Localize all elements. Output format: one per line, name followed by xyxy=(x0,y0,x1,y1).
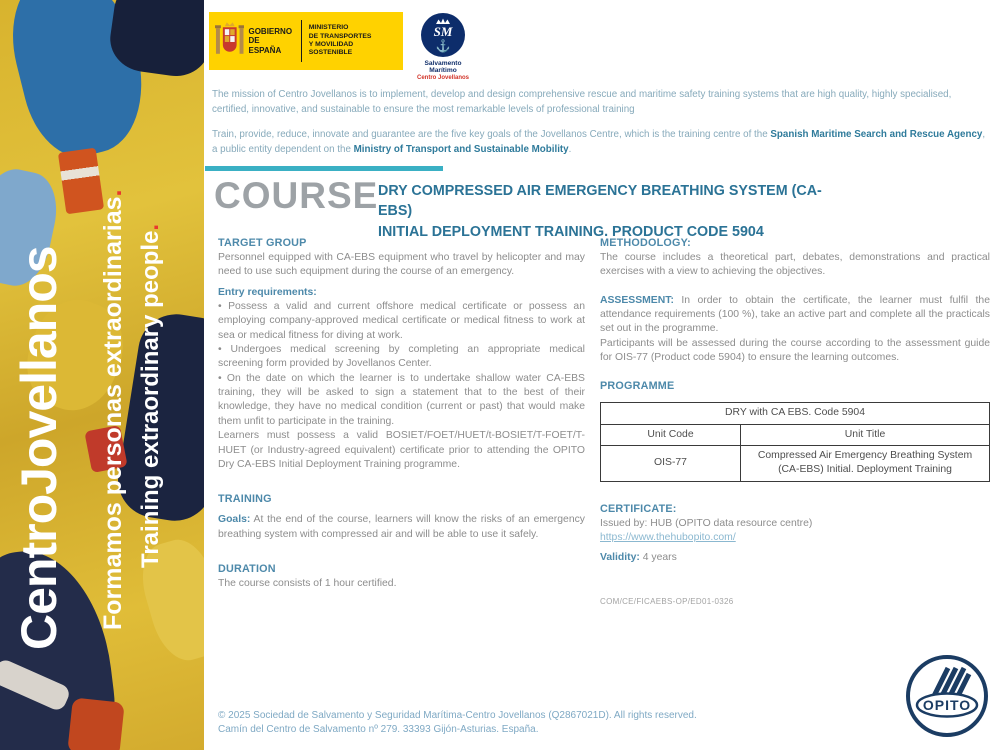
copyright-line1: © 2025 Sociedad de Salvamento y Seguridad Marítima-Centro Jovellanos (Q2867021D). All rights reserved. xyxy=(218,710,697,721)
table-header-row xyxy=(601,424,990,445)
spain-coat-of-arms-icon xyxy=(215,20,244,62)
tagline-en: Training extraordinary people xyxy=(137,230,164,568)
salvamento-sub: Centro Jovellanos xyxy=(416,75,469,81)
sidebar-photo xyxy=(0,0,204,750)
course-title-line2: INITIAL DEPLOYMENT TRAINING. PRODUCT CODE 5904 xyxy=(378,223,764,240)
document-code: COM/CE/FICAEBS-OP/ED01-0326 xyxy=(600,596,734,606)
svg-text:⚓: ⚓ xyxy=(435,39,451,53)
validity-line xyxy=(600,551,990,565)
divider xyxy=(301,20,302,62)
opito-text: OPITO xyxy=(922,697,972,713)
entry-bullet-3: • On the date on which the learner is to undertake shallow water CA-EBS training, they will be asked to sign a statement that to the best of their knowledge, they have no medical condition (current or past) that would make them unfit to participate in the training. xyxy=(218,372,585,427)
accent-rule xyxy=(205,166,443,171)
gov-line2: DE ESPAÑA xyxy=(248,36,282,55)
mission-para2 xyxy=(212,128,990,157)
course-label: COURSE xyxy=(214,175,379,216)
unit-title-cell: Compressed Air Emergency Breathing System (CA-EBS) Initial. Deployment Training xyxy=(741,446,990,482)
table-caption: DRY with CA EBS. Code 5904 xyxy=(601,403,990,424)
entry-requirements-heading: Entry requirements: xyxy=(218,286,317,298)
opito-emblem-icon xyxy=(903,652,991,740)
certificate-link[interactable]: https://www.thehubopito.com/ xyxy=(600,531,736,543)
table-row xyxy=(601,446,990,482)
mission-statement xyxy=(212,88,990,158)
ministry-line1: MINISTERIO xyxy=(308,24,349,32)
salvamento-name: Salvamento Marítimo xyxy=(424,60,462,74)
ministry-line3: Y MOVILIDAD SOSTENIBLE xyxy=(308,41,354,57)
table-caption-row xyxy=(601,403,990,424)
goals-paragraph xyxy=(218,513,585,542)
course-title xyxy=(378,181,848,242)
assessment-paragraph xyxy=(600,294,990,337)
red-dot: . xyxy=(99,189,127,197)
validity-label: Validity: xyxy=(600,552,640,564)
opito-logo xyxy=(903,652,991,745)
ministry-line2: DE TRANSPORTES xyxy=(308,32,372,40)
duration-body: The course consists of 1 hour certified. xyxy=(218,577,397,589)
brand-vertical-text xyxy=(11,246,67,650)
entry-bullet-2: • Undergoes medical screening by completing an appropriate medical screening form provided by Jovellanos Center. xyxy=(218,344,585,370)
gov-line1: GOBIERNO xyxy=(248,26,293,36)
right-column xyxy=(600,236,990,607)
mission-para1: The mission of Centro Jovellanos is to implement, develop and design comprehensive rescue and maritime safety training systems that are high quality, highly specialised, certified, innovative, and sustainable to ensure the most remarkable levels of professional training xyxy=(212,89,952,115)
programme-table xyxy=(600,402,990,481)
tagline-es: Formamos personas extraordinarias xyxy=(99,196,127,630)
methodology-body: The course includes a theoretical part, debates, demonstrations and practical exercises with a view to achieving the objectives. xyxy=(600,251,990,278)
government-logo xyxy=(209,12,403,70)
left-column xyxy=(218,236,585,591)
programme-heading: PROGRAMME xyxy=(600,380,675,393)
photo-shape xyxy=(58,148,104,215)
government-label xyxy=(248,27,293,56)
unit-code-cell: OIS-77 xyxy=(601,446,741,482)
brand-name: CentroJovellanos xyxy=(11,246,67,650)
copyright-line2: Camín del Centro de Salvamento nº 279. 33393 Gijón-Asturias. España. xyxy=(218,724,539,735)
salvamento-emblem-icon xyxy=(420,12,466,58)
mission-ministry: Ministry of Transport and Sustainable Mobility xyxy=(353,144,569,156)
salvamento-maritimo-logo xyxy=(414,12,472,81)
assessment-body: In order to obtain the certificate, the learner must fulfil the attendance requirements (100 %), take an active part and complete all the practicals set out in the programme. xyxy=(600,294,990,335)
mission-para2-seg1: Train, provide, reduce, innovate and guarantee are the five key goals of the Jovellanos Centre, which is the training centre of the xyxy=(212,129,771,141)
validity-value: 4 years xyxy=(639,552,677,564)
target-group-heading: TARGET GROUP xyxy=(218,237,307,249)
tagline-en-vertical-text xyxy=(139,224,163,568)
mission-para2-seg3: . xyxy=(568,144,572,156)
unit-code-header: Unit Code xyxy=(601,424,741,445)
certificate-issued: Issued by: HUB (OPITO data resource centre) xyxy=(600,517,813,529)
red-dot: . xyxy=(137,223,164,231)
mission-para2-seg2: , a public entity dependent on the xyxy=(212,129,986,156)
tagline-es-vertical-text xyxy=(101,190,126,630)
mission-rescue-agency: Spanish Maritime Search and Rescue Agency xyxy=(770,129,983,141)
goals-body: At the end of the course, learners will know the risks of an emergency breathing system with compressed air and will be able to use it safely. xyxy=(218,514,585,540)
svg-text:SM: SM xyxy=(433,24,453,39)
target-group-body: Personnel equipped with CA-EBS equipment who travel by helicopter and may need to use such equipment during the course of an emergency. xyxy=(218,251,585,278)
training-heading: TRAINING xyxy=(218,493,272,506)
certificate-heading: CERTIFICATE: xyxy=(600,502,677,515)
photo-shape xyxy=(67,697,124,750)
methodology-heading: METHODOLOGY: xyxy=(600,237,691,249)
goals-label: Goals: xyxy=(218,514,251,526)
ministry-label xyxy=(309,24,397,58)
course-title-line1: DRY COMPRESSED AIR EMERGENCY BREATHING SYSTEM (CA-EBS) xyxy=(378,183,822,220)
assessment-body2: Participants will be assessed during the course according to the assessment guide for OIS-77 (Product code 5904) to ensure the learning outcomes. xyxy=(600,337,990,364)
duration-heading: DURATION xyxy=(218,562,276,575)
entry-bullet-1: • Possess a valid and current offshore medical certificate or possess an employing company-approved medical certificate or medical fitness to work at sea or medical fitness for diving at work. xyxy=(218,300,585,341)
assessment-label: ASSESSMENT: xyxy=(600,294,674,306)
unit-title-header: Unit Title xyxy=(741,424,990,445)
entry-note: Learners must possess a valid BOSIET/FOET/HUET/t-BOSIET/T-FOET/T-HUET (or Industry-agreed equivalent) certificate prior to attending the OPITO Dry CA-EBS Initial Deployment Training programme. xyxy=(218,430,585,470)
copyright xyxy=(218,709,697,737)
